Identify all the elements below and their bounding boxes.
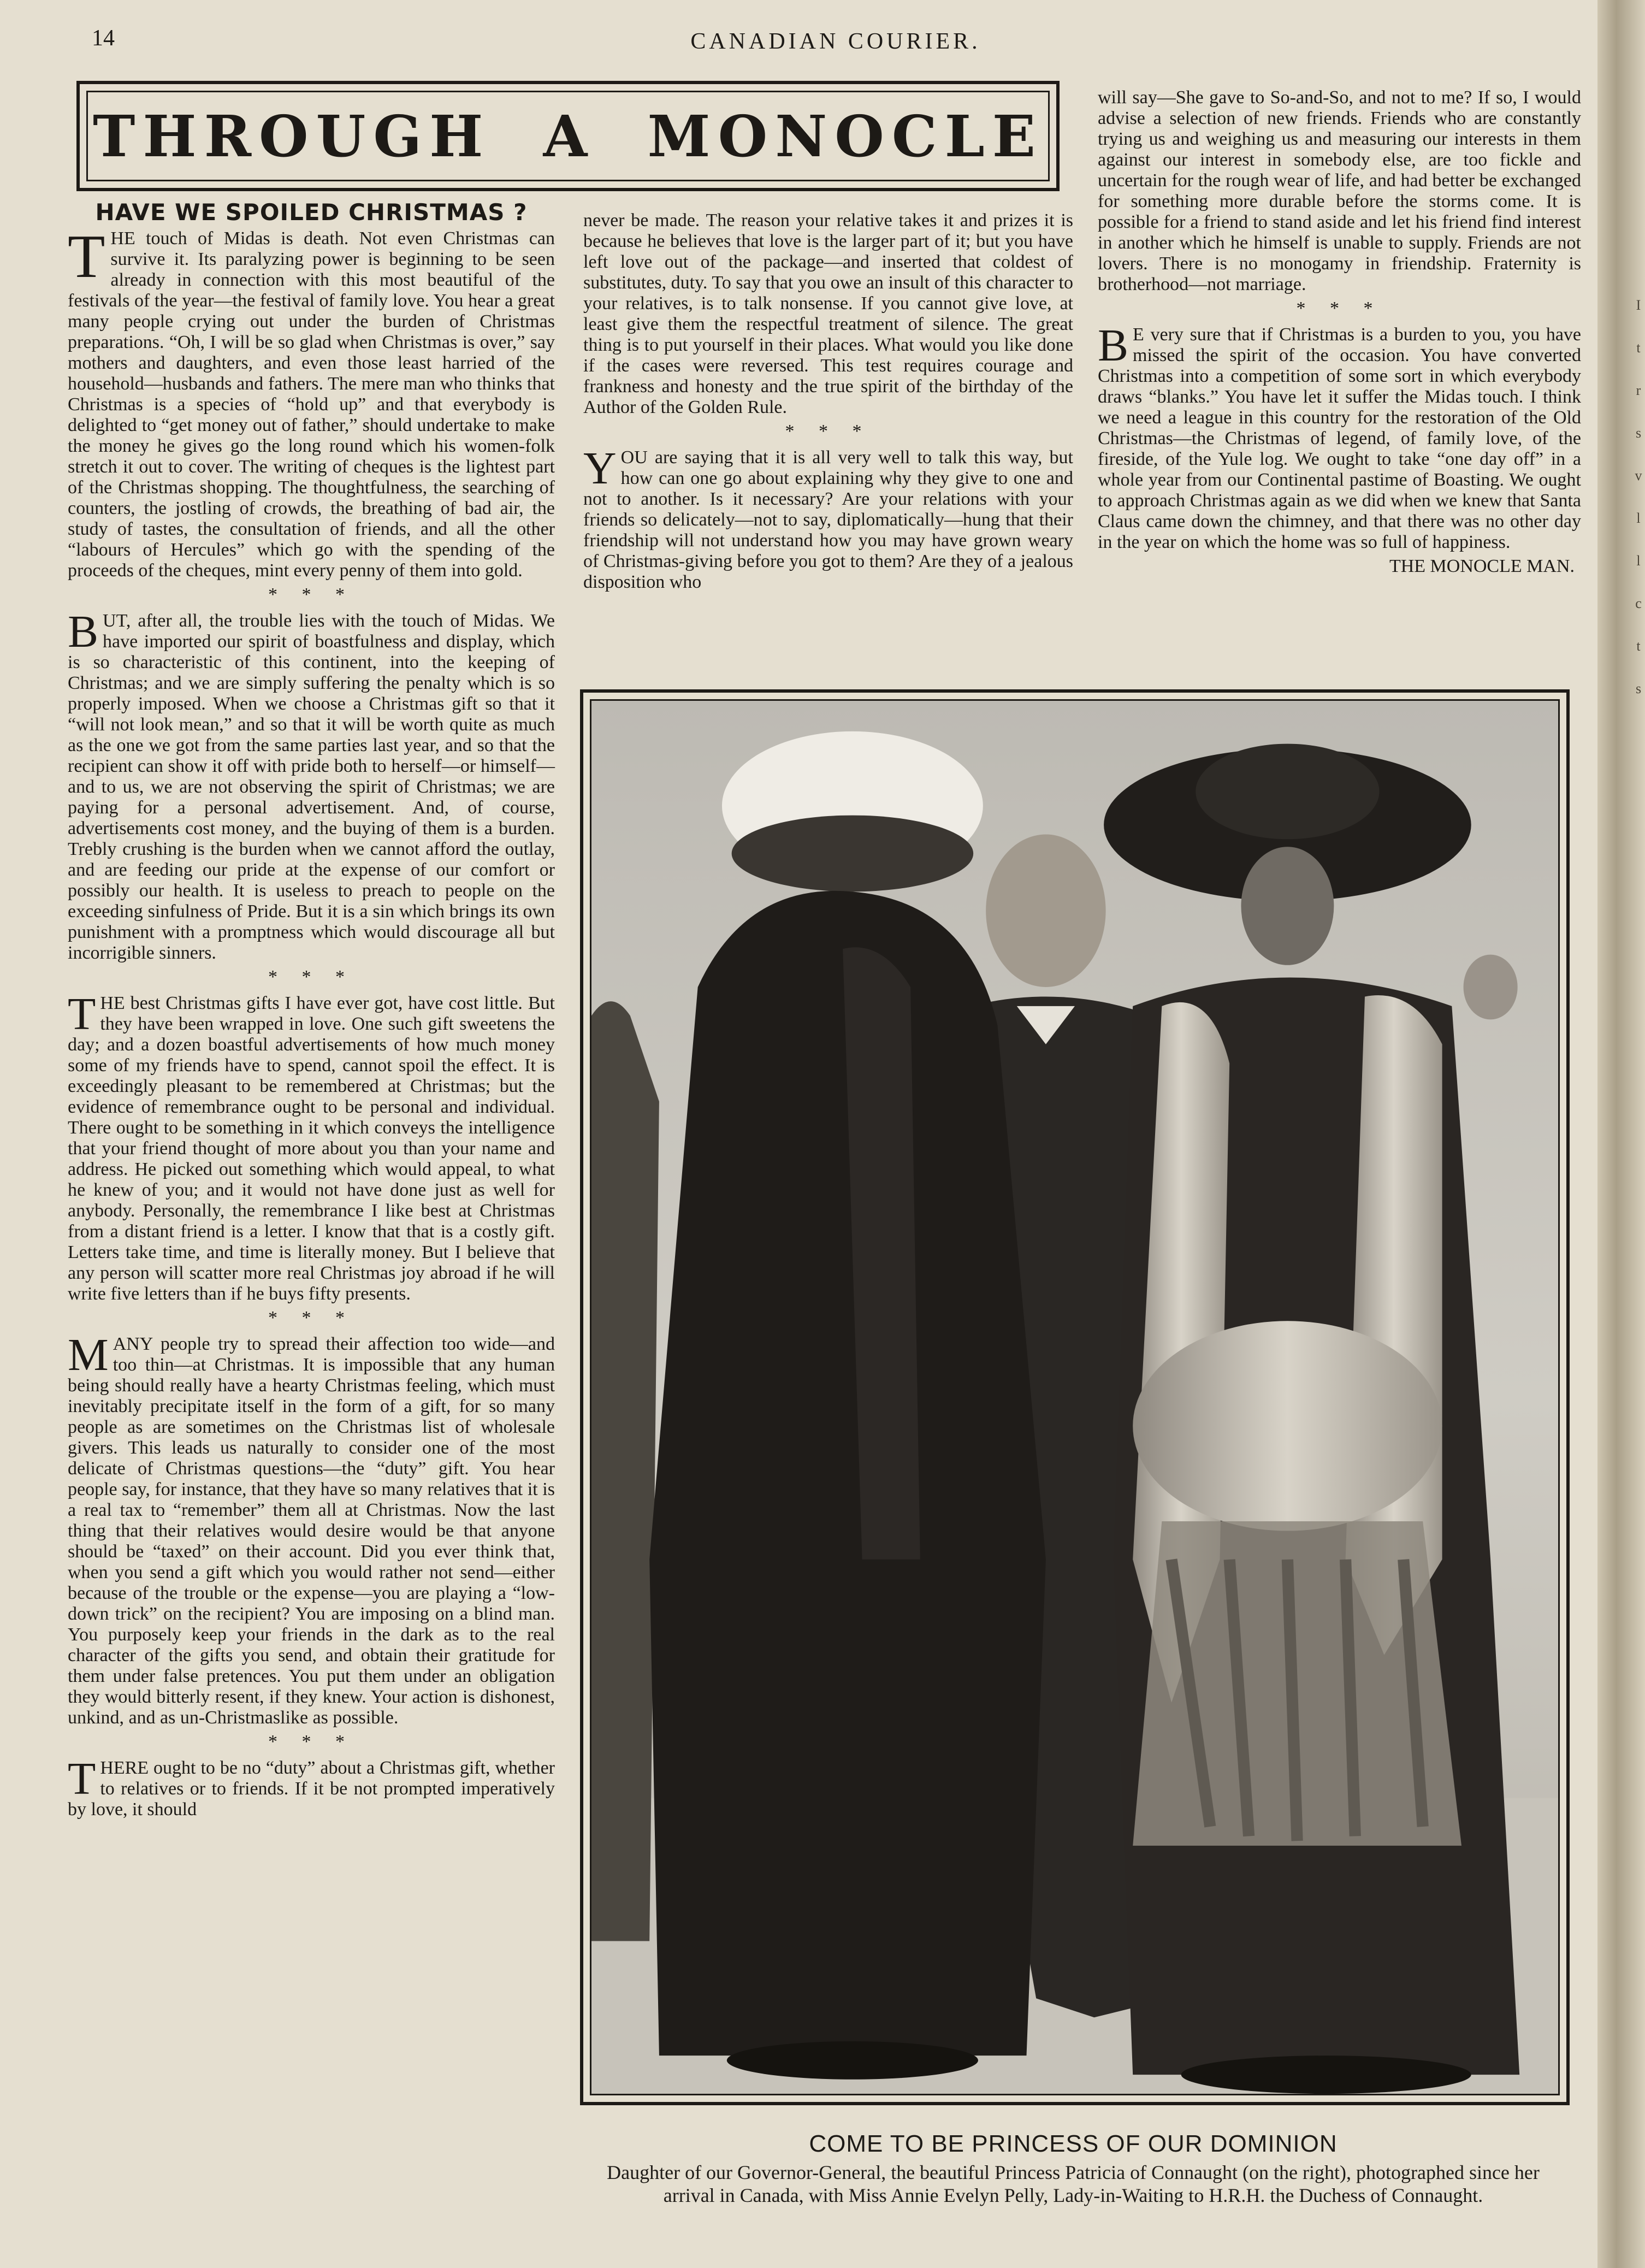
section-separator: * * * (268, 584, 354, 605)
edge-letter: s (1635, 681, 1642, 696)
publication-name: CANADIAN COURIER. (690, 29, 981, 54)
section-separator: * * * (268, 967, 354, 987)
paragraph-text: HE best Christmas gifts I have ever got, have cost little. But they have been wrapped in love. One such gift sweetens the day; and a dozen boastful advertisements of how much money some of my friends have to spend, cannot spoil the effect. It is exceedingly pleasant to be remembered at Christmas; but the evidence of remembrance ought to be personal and individual. There ought to be something in it which conveys the intelligence that your friend thought of more about you than your name and address. He picked out something which would appeal, to what he knew of you; and it would not have done just as well for anybody. Personally, the remembrance I like best at Christmas from a distant friend is a letter. I know that that is a costly gift. Letters take time, and time is literally money. But I believe that any person will scatter more real Christmas joy abroad if he will write five letters than if he buys fifty presents. (68, 993, 555, 1304)
paragraph (583, 443, 1073, 593)
paragraph-text: HE touch of Midas is death. Not even Christmas can survive it. Its paralyzing power is beginning to be seen already in connection with this most beautiful of the festivals of the year—the festival of family love. You hear a great many people crying out under the burden of Christmas preparations. “Oh, I will be so glad when Christmas is over,” say mothers and daughters, and even those least harried of the household—husbands and fathers. The mere man who thinks that Christmas is a species of “hold up” and that everybody is delighted to “get money out of father,” should undertake to make the money he gives go the long round which his women-folk stretch it out to cover. The writing of cheques is the lightest part of the Christmas shopping. The thoughtfulness, the searching of counters, the jostling of crowds, the breathing of bad air, the study of tastes, the consultation of friends, and all the other “labours of Hercules” which go with the spending of the proceeds of the cheques, mint every penny of them into gold. (68, 228, 555, 581)
paragraph (68, 989, 555, 1304)
paragraph (68, 1753, 555, 1820)
article-title-box (76, 81, 1060, 191)
paragraph (1098, 320, 1581, 553)
photo-caption-title: COME TO BE PRINCESS OF OUR DOMINION (809, 2130, 1338, 2157)
article-column-1 (68, 199, 555, 1823)
drop-cap: B (1098, 320, 1129, 371)
paragraph (68, 1330, 555, 1728)
paragraph (583, 210, 1073, 418)
paragraph-text: never be made. The reason your relative takes it and prizes it is because he believes that love is the larger part of it; but you have left love out of the package—and inserted that coldest of substitutes, duty. To say that you owe an insult of this character to your relatives, is to talk nonsense. If you cannot give love, at least give them the respectful treatment of silence. The great thing is to put yourself in their places. What would you like done if the cases were reversed. This test requires courage and frankness and honesty and the true spirit of the birthday of the Author of the Golden Rule. (583, 210, 1073, 417)
drop-cap: T (68, 989, 96, 1040)
edge-letter: r (1636, 382, 1641, 398)
section-separator: * * * (785, 421, 872, 441)
facing-page-edge (1632, 284, 1645, 710)
drop-cap: M (68, 1330, 109, 1380)
drop-cap: T (68, 223, 105, 291)
paragraph-text: HERE ought to be no “duty” about a Christmas gift, whether to relatives or to friends. If it be not prompted imperatively by love, it should (68, 1758, 555, 1820)
edge-letter: c (1635, 595, 1642, 611)
photo-frame (580, 689, 1570, 2105)
article-subhead: HAVE WE SPOILED CHRISTMAS ? (95, 199, 528, 226)
paragraph-text: OU are saying that it is all very well to talk this way, but how can one go about explaining why they give to one and not to another. Is it necessary? Are your relations with your friends so delicately—not to say, diplomatically—hung that their friendship will not understand how you may have grown weary of Christmas-giving before you got to them? Are they of a jealous disposition who (583, 447, 1073, 592)
article-column-2 (583, 210, 1073, 596)
paragraph (68, 606, 555, 964)
section-separator: * * * (1296, 298, 1383, 318)
edge-letter: l (1636, 510, 1641, 526)
photo-caption (573, 2130, 1573, 2207)
edge-letter: v (1635, 468, 1642, 483)
article-signature: THE MONOCLE MAN. (1389, 556, 1575, 576)
article-title-inner-border (86, 91, 1050, 181)
section-separator: * * * (268, 1732, 354, 1752)
drop-cap: T (68, 1753, 96, 1804)
paragraph-text: will say—She gave to So-and-So, and not to me? If so, I would advise a selection of new friends. Friends who are constantly trying us and weighing us and measuring our interests in them against our interest in somebody else, are too fickle and uncertain for the rough wear of life, and had better be exchanged for something more durable before the storms come. It is possible for a friend to stand aside and let his friend find interest in another which he himself is unable to supply. Friends are not lovers. There is no monogamy in friendship. Fraternity is brotherhood—not marriage. (1098, 87, 1581, 294)
article-title: THROUGH A MONOCLE (92, 102, 1044, 170)
paragraph-text: ANY people try to spread their affection too wide—and too thin—at Christmas. It is impossible that any human being should really have a hearty Christmas feeling, which must inevitably precipitate itself in the form of a gift, for so many people as are sometimes on the Christmas list of wholesale givers. This leads us naturally to consider one of the most delicate of Christmas questions—the “duty” gift. You hear people say, for instance, that they have so many relatives that it is a real tax to “remember” them all at Christmas. Now the last thing that their relatives would desire would be that anyone should be “taxed” on their account. Did you ever think that, when you send a gift which you would rather not send—either because of the trouble or the expense—you are playing a “low-down trick” on the recipient? You are imposing on a blind man. You purposely keep your friends in the dark as to the real character of the gifts you send, and obtain their gratitude for them under false pretences. You put them under an obligation they would bitterly resent, if they knew. Your action is dishonest, unkind, and as un-Christmaslike as possible. (68, 1334, 555, 1728)
edge-letter: t (1636, 638, 1641, 654)
paragraph-text: E very sure that if Christmas is a burden to you, you have missed the spirit of the occasion. You have converted Christmas into a competition of some sort in which everybody draws “blanks.” You have let it suffer the Midas touch. I think we need a league in this country for the restoration of the Old Christmas—the Christmas of legend, of family love, of the fireside, of the Yule log. We ought to take “one day off” in a whole year from our Continental pastime of Boasting. We ought to approach Christmas again as we did when we knew that Santa Claus came down the chimney, and that there was no other day in the year on which the home was so full of happiness. (1098, 324, 1581, 552)
page-number: 14 (92, 26, 115, 51)
edge-letter: l (1636, 553, 1641, 569)
article-column-3 (1098, 87, 1581, 577)
drop-cap: Y (583, 443, 617, 494)
paragraph (1098, 87, 1581, 295)
edge-letter: s (1635, 425, 1642, 441)
edge-letter: I (1636, 297, 1641, 313)
photo-caption-text: Daughter of our Governor-General, the beautiful Princess Patricia of Connaught (on the right), photographed since her arrival in Canada, with Miss Annie Evelyn Pelly, Lady-in-Waiting to H.R.H. the Duchess of Connaught. (607, 2161, 1540, 2206)
photograph-illustration (591, 701, 1558, 2094)
section-separator: * * * (268, 1308, 354, 1328)
paragraph (68, 223, 555, 581)
edge-letter: t (1636, 340, 1641, 356)
photograph (590, 699, 1560, 2095)
drop-cap: B (68, 606, 99, 657)
paragraph-text: UT, after all, the trouble lies with the touch of Midas. We have imported our spirit of boastfulness and display, which is so characteristic of this continent, into the keeping of Christmas; and we are simply suffering the penalty which is so properly imposed. When we choose a Christmas gift so that it “will not look mean,” and so that it will be worth quite as much as the one we got from the same parties last year, and so that the recipient can show it off with pride both to herself—or himself—and to us, we are not observing the spirit of Christmas; we are paying for a personal advertisement. And, of course, advertisements cost money, and the buying of them is a burden. Trebly crushing is the burden when we cannot afford the outlay, and are feeding our pride at the expense of our comfort or possibly our health. It is useless to preach to people on the exceeding sinfulness of Pride. But it is a sin which brings its own punishment with a promptness which would discourage all but incorrigible sinners. (68, 611, 555, 963)
